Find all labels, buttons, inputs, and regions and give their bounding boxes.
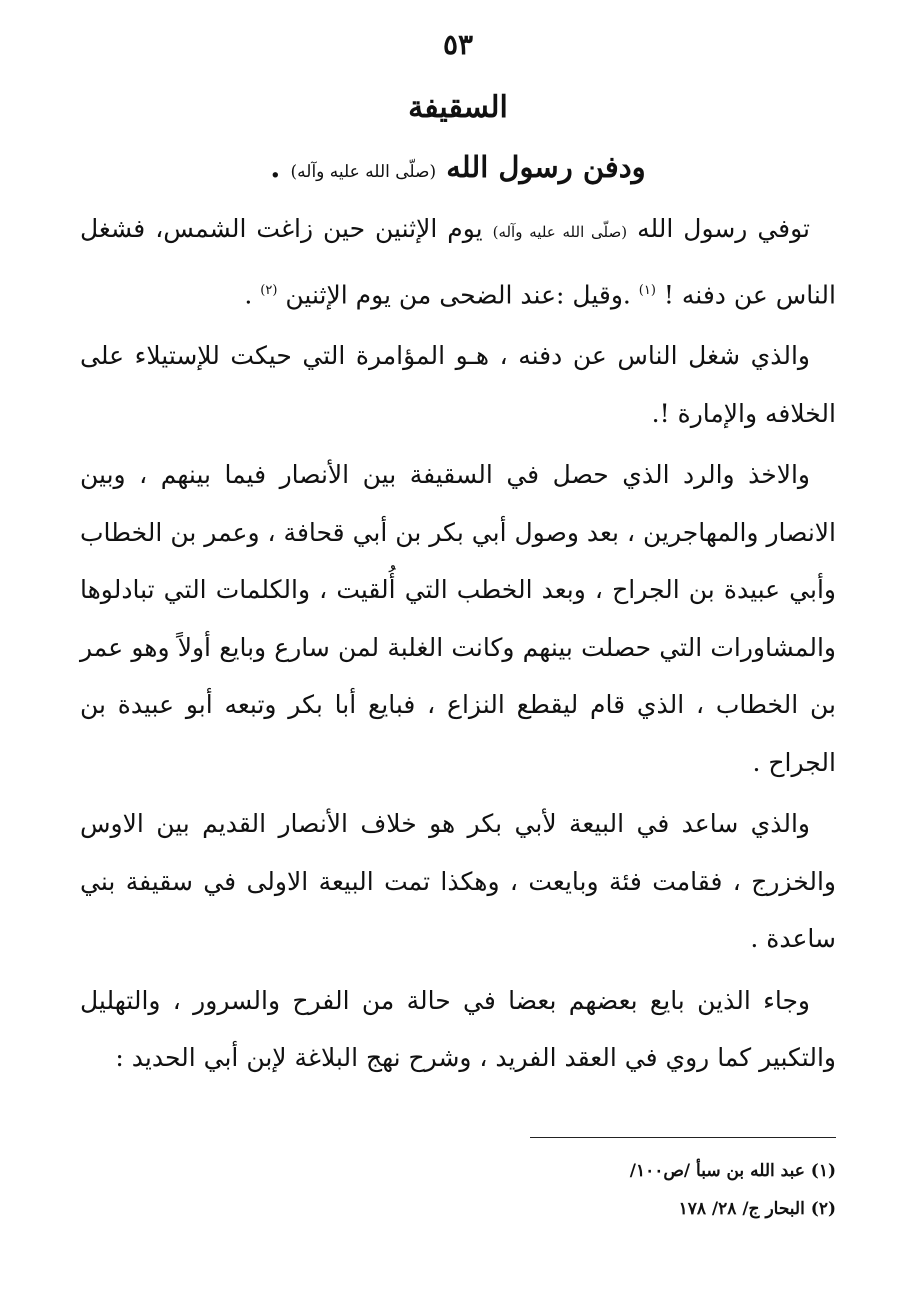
chapter-subtitle: [0, 150, 916, 184]
paragraph-3: والاخذ والرد الذي حصل في السقيفة بين الأنصار فيما بينهم ، وبين الانصار والمهاجرين ، بعد وصول أبي بكر بن أبي قحافة ، وعمر بن الخطاب وأبي عبيدة بن الجراح ، وبعد الخطب التي أُلقيت ، والكلمات التي تبادلوها والمشاورات التي حصلت بينهم وكانت الغلبة لمن سارع وبايع أولاً وهو عمر بن الخطاب ، الذي قام ليقطع النزاع ، فبايع أبا بكر وتبعه أبو عبيدة بن الجراح .: [80, 460, 836, 777]
paragraph-4: والذي ساعد في البيعة لأبي بكر هو خلاف الأنصار القديم بين الاوس والخزرج ، فقامت فئة وبايعت ، وهكذا تمت البيعة الاولى في سقيفة بني ساعدة .: [80, 809, 836, 954]
paragraph-1-end: .: [244, 279, 253, 309]
body-text: [80, 200, 836, 1087]
footnotes: [480, 1152, 836, 1228]
paragraph-2: والذي شغل الناس عن دفنه ، هـو المؤامرة التي حيكت للإستيلاء على الخلافه والإمارة !.: [80, 341, 836, 428]
subtitle-main: ودفن رسول الله: [446, 150, 646, 184]
footnote-divider: [530, 1137, 836, 1138]
paragraph-1-mid2: .وقيل :عند الضحى من يوم الإثنين: [285, 279, 631, 309]
subtitle-end: .: [270, 150, 281, 184]
footnote-ref-2[interactable]: (٢): [260, 282, 278, 298]
paragraph-1-pre: توفي رسول الله: [637, 214, 811, 243]
subtitle-honorific: (صلّى الله عليه وآله): [290, 162, 437, 182]
paragraph-1-honorific: (صلّى الله عليه وآله): [492, 223, 628, 241]
paragraph-1-mid: يوم الإثنين حين زاغت الشمس، فشغل الناس عن دفنه !: [80, 214, 836, 309]
chapter-title: السقيفة: [408, 90, 508, 125]
paragraph-5: وجاء الذين بايع بعضهم بعضا في حالة من الفرح والسرور ، والتهليل والتكبير كما روي في العقد الفريد ، وشرح نهج البلاغة لإبن أبي الحديد :: [80, 985, 836, 1073]
paragraph-1: [80, 200, 836, 323]
page-number: ٥٣: [442, 28, 474, 61]
footnote-ref-1[interactable]: (١): [638, 282, 656, 298]
footnote-1: (١) عبد الله بن سبأ /ص١٠٠/: [629, 1161, 836, 1181]
footnote-2: (٢) البحار ج/ ٢٨/ ١٧٨: [678, 1199, 836, 1219]
